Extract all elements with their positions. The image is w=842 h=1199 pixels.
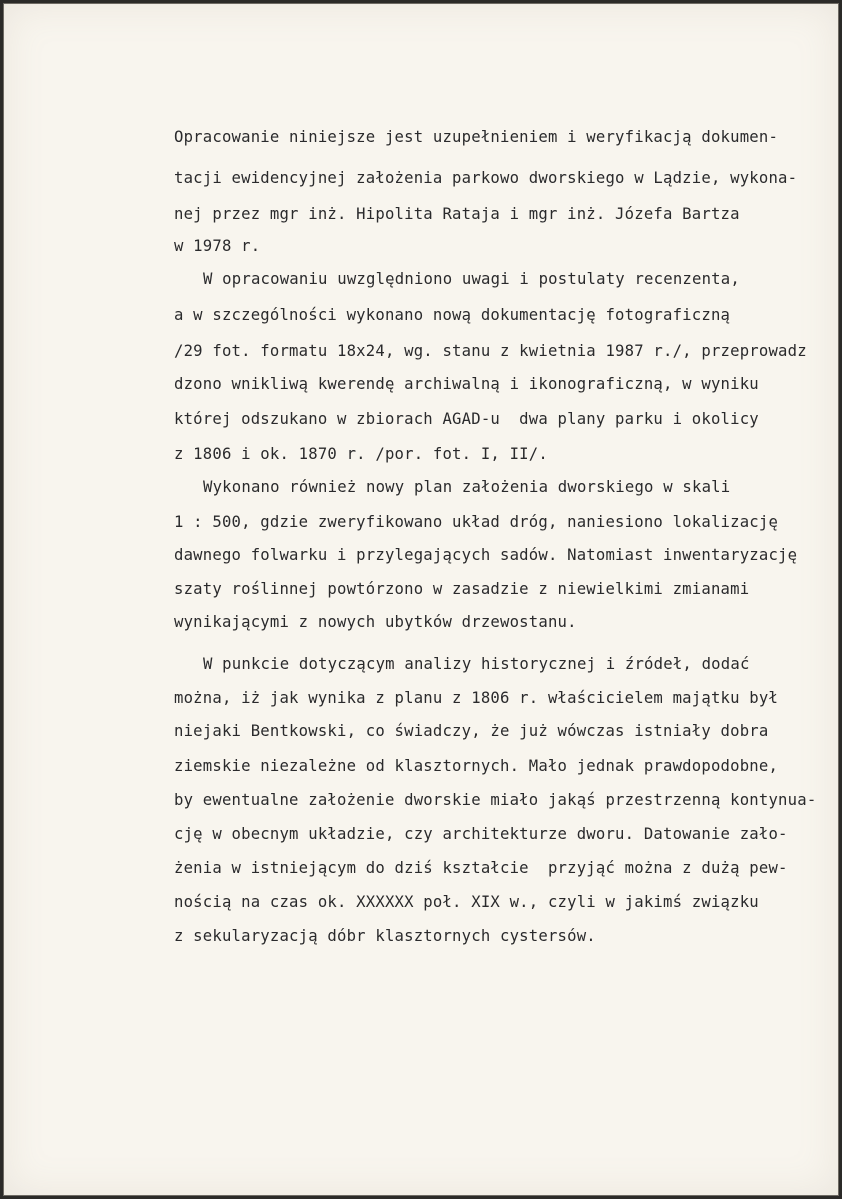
text-line: Opracowanie niniejsze jest uzupełnieniem i weryfikacją dokumen- xyxy=(174,128,779,146)
text-line: w 1978 r. xyxy=(174,237,261,255)
text-line: nej przez mgr inż. Hipolita Rataja i mgr inż. Józefa Bartza xyxy=(174,205,740,223)
text-line: W opracowaniu uwzględniono uwagi i postulaty recenzenta, xyxy=(203,270,740,288)
text-line: z 1806 i ok. 1870 r. /por. fot. I, II/. xyxy=(174,445,548,463)
typewritten-page xyxy=(3,3,839,1196)
text-line: żenia w istniejącym do dziś kształcie przyjąć można z dużą pew- xyxy=(174,859,788,877)
text-line: cję w obecnym układzie, czy architekturze dworu. Datowanie zało- xyxy=(174,825,788,843)
text-line: nością na czas ok. XXXXXX poł. XIX w., czyli w jakimś związku xyxy=(174,893,759,911)
text-line: W punkcie dotyczącym analizy historycznej i źródeł, dodać xyxy=(203,655,750,673)
text-line: a w szczególności wykonano nową dokumentację fotograficzną xyxy=(174,306,731,324)
text-line: Wykonano również nowy plan założenia dworskiego w skali xyxy=(203,478,731,496)
text-line: z sekularyzacją dóbr klasztornych cystersów. xyxy=(174,927,596,945)
text-line: dawnego folwarku i przylegających sadów. Natomiast inwentaryzację xyxy=(174,546,798,564)
text-line: /29 fot. formatu 18x24, wg. stanu z kwietnia 1987 r./, przeprowadz xyxy=(174,342,807,360)
text-line: by ewentualne założenie dworskie miało jakąś przestrzenną kontynua- xyxy=(174,791,817,809)
text-line: której odszukano w zbiorach AGAD-u dwa plany parku i okolicy xyxy=(174,410,759,428)
text-line: wynikającymi z nowych ubytków drzewostanu. xyxy=(174,613,577,631)
text-line: ziemskie niezależne od klasztornych. Mało jednak prawdopodobne, xyxy=(174,757,779,775)
text-line: szaty roślinnej powtórzono w zasadzie z niewielkimi zmianami xyxy=(174,580,750,598)
text-line: można, iż jak wynika z planu z 1806 r. właścicielem majątku był xyxy=(174,689,779,707)
text-line: niejaki Bentkowski, co świadczy, że już wówczas istniały dobra xyxy=(174,722,769,740)
text-line: tacji ewidencyjnej założenia parkowo dworskiego w Lądzie, wykona- xyxy=(174,169,798,187)
text-line: 1 : 500, gdzie zweryfikowano układ dróg, naniesiono lokalizację xyxy=(174,513,779,531)
text-line: dzono wnikliwą kwerendę archiwalną i ikonograficzną, w wyniku xyxy=(174,375,759,393)
